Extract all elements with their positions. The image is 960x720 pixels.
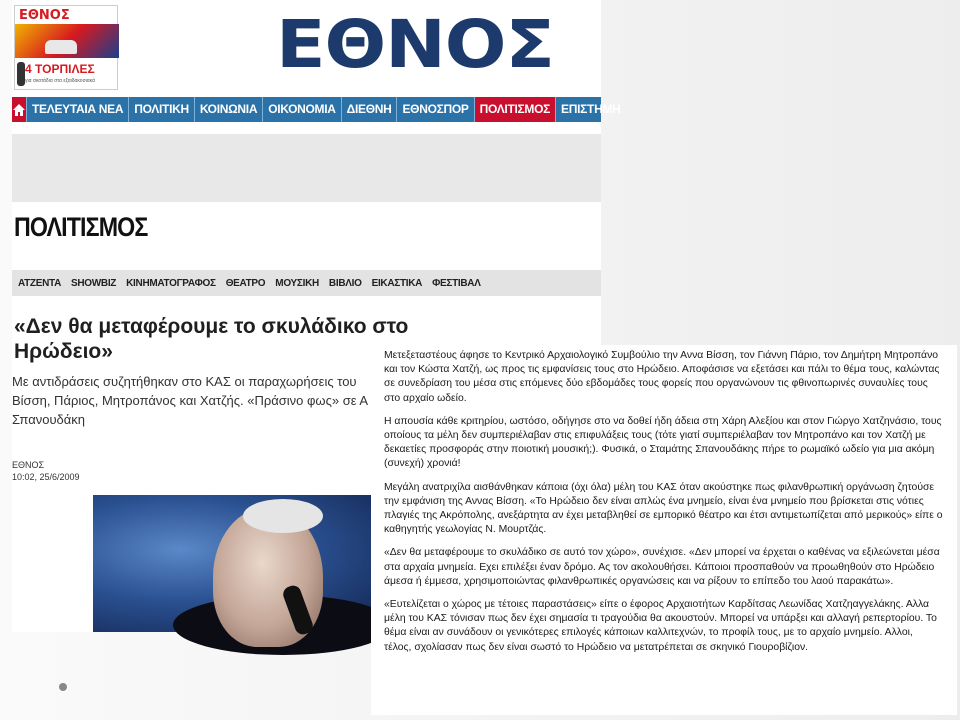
section-subnav [12,270,601,296]
lead-line-3: Σπανουδάκη [12,412,86,427]
headline-line-1: «Δεν θα μεταφέρουμε το σκυλάδικο στο [14,315,409,338]
thumbnail-person-image [17,62,25,86]
main-nav [12,97,621,122]
nav-item-economy[interactable]: ΟΙΚΟΝΟΜΙΑ [262,97,340,122]
subnav-item-showbiz[interactable]: SHOWBIZ [71,277,117,289]
section-title: ΠΟΛΙΤΙΣΜΟΣ [14,212,148,242]
photo-hair [243,499,323,533]
article-lead [12,372,392,429]
headline-line-2: Ηρώδειο» [14,340,113,363]
thumbnail-headline: 4 ΤΟΡΠΙΛΕΣ [25,62,95,76]
nav-item-international[interactable]: ΔΙΕΘΝΗ [341,97,397,122]
article-paragraph: «Ευτελίζεται ο χώρος με τέτοιες παραστάσεις» είπε ο έφορος Αρχαιοτήτων Καρδίτσας Λεωνίδας Χατζηαγγελάκης. Αλλα μέλη του ΚΑΣ τόνισαν πως δεν έχει σημασία τι τραγούδια θα ακουστούν. Μπορεί να υπάρξει και αλλαγή ρεπερτορίου. Το θέμα είναι αν συνάδουν οι γενικότερες επιλογές κάποιων καλλιτεχνών, το προφίλ τους, με το αρχαίο μνημείο. Αλλοι, τέλος, σχολίασαν πως δεν είναι σωστό το Ηρώδειο να μετατρέπεται σε σκηνικό Γιουροβίζιον. [384,599,937,653]
nav-item-society[interactable]: ΚΟΙΝΩΝΙΑ [194,97,262,122]
print-edition-thumbnail[interactable] [14,5,118,90]
nav-item-culture[interactable]: ΠΟΛΙΤΙΣΜΟΣ [474,97,555,122]
article-source: ΕΘΝΟΣ [12,460,45,470]
subnav-item-cinema[interactable]: ΚΙΝΗΜΑΤΟΓΡΑΦΟΣ [126,277,216,289]
subnav-item-music[interactable]: ΜΟΥΣΙΚΗ [275,277,319,289]
thumbnail-logo: ΕΘΝΟΣ [19,8,70,23]
article-body-panel [371,345,957,715]
site-logo[interactable]: ΕΘΝΟΣ [276,6,554,83]
subnav-item-festival[interactable]: ΦΕΣΤΙΒΑΛ [432,277,481,289]
subnav-item-theater[interactable]: ΘΕΑΤΡΟ [225,277,266,289]
thumbnail-subtext: για σκοτάδια στα εξαιδακοσιακά [25,78,96,84]
nav-item-ethnosport[interactable]: ΕΘΝΟΣΠΟΡ [396,97,473,122]
subnav-item-visual-arts[interactable]: ΕΙΚΑΣΤΙΚΑ [371,277,423,289]
article-photo [93,495,383,632]
nav-item-latest-news[interactable]: ΤΕΛΕΥΤΑΙΑ ΝΕΑ [26,97,128,122]
article-paragraph: «Δεν θα μεταφέρουμε το σκυλάδικο σε αυτό τον χώρο», συνέχισε. «Δεν μπορεί να έρχεται ο καθένας να εξιλεώνεται μέσα στα αρχαία μνημεία. Εχει επιλέξει έναν δρόμο. Ας τον ακολουθήσει. Κάποιοι προσπαθούν να προωθηθούν στο Ηρώδειο άμεσα ή έμμεσα, χρησιμοποιώντας φιλανθρωπικές οργανώσεις και να ρίξουν το επίπεδο του λαού παρακάτω». [384,547,940,587]
slide-bullet-icon [59,683,67,691]
thumbnail-car-image [45,40,77,54]
article-paragraph: Μεγάλη ανατριχίλα αισθάνθηκαν κάποια (όχι όλα) μέλη του ΚΑΣ όταν ακούστηκε πως φιλανθρωπική οργάνωση ζητούσε την εμφάνιση της Αννας Βίσση. «Το Ηρώδειο δεν είναι απλώς ένα μνημείο, είναι ένα μνημείο που βρίσκεται στις νότιες πλαγιές της Ακρόπολης, ανεξάρτητα αν έχει μεταβληθεί σε εμπορικό θέατρο και έτσι αντιμετωπίζεται από μερικούς» είπε ο καθηγητής γεωλογίας Ν. Μουρτζάς. [384,481,943,536]
lead-line-1: Με αντιδράσεις συζητήθηκαν στο ΚΑΣ οι παραχωρήσεις του [12,374,357,389]
nav-item-politics[interactable]: ΠΟΛΙΤΙΚΗ [128,97,194,122]
nav-item-science[interactable]: ΕΠΙΣΤΗΜΗ [555,97,625,122]
ad-banner-placeholder [12,134,601,202]
home-icon[interactable] [12,97,26,122]
article-date: 10:02, 25/6/2009 [12,472,80,482]
subnav-item-books[interactable]: ΒΙΒΛΙΟ [328,277,362,289]
article-paragraph: Μετεξεταστέους άφησε το Κεντρικό Αρχαιολογικό Συμβούλιο την Αννα Βίσση, τον Γιάννη Πάριο, τον Δημήτρη Μητροπάνο και τον Κώστα Χατζή, ως προς τις εμφανίσεις τους στο Ηρώδειο. Αποφάσισε να εξετάσει και πάλι το θέμα τους, καλώντας σε συνεδρίαση του μέσα στις επόμενες δύο εβδομάδες τους φορείς που οργανώνουν τις φθινοπωρινές συναυλίες τους στο αρχαίο ωδείο. [384,350,940,404]
subnav-item-agenda[interactable]: ΑΤΖΕΝΤΑ [18,277,61,289]
article-paragraph: Η απουσία κάθε κριτηρίου, ωστόσο, οδήγησε στο να δοθεί ήδη άδεια στη Χάρη Αλεξίου και στον Γιώργο Χατζηνάσιο, τους οποίους τα μέλη δεν συμπεριέλαβαν στις επιφυλάξεις τους (τότε γιατί συμπεριέλαβαν τον Μητροπάνο και τον Χατζή με δεκαετίες προσφοράς στην ποιοτική μουσική;). Φυσικά, ο Σταμάτης Σπανουδάκης πήρε το ρωμαϊκό ωδείο για μια ακόμη (συνεχή) χρονιά! [384,415,942,470]
lead-line-2: Βίσση, Πάριος, Μητροπάνος και Χατζής. «Πράσινο φως» σε Α [12,393,369,408]
